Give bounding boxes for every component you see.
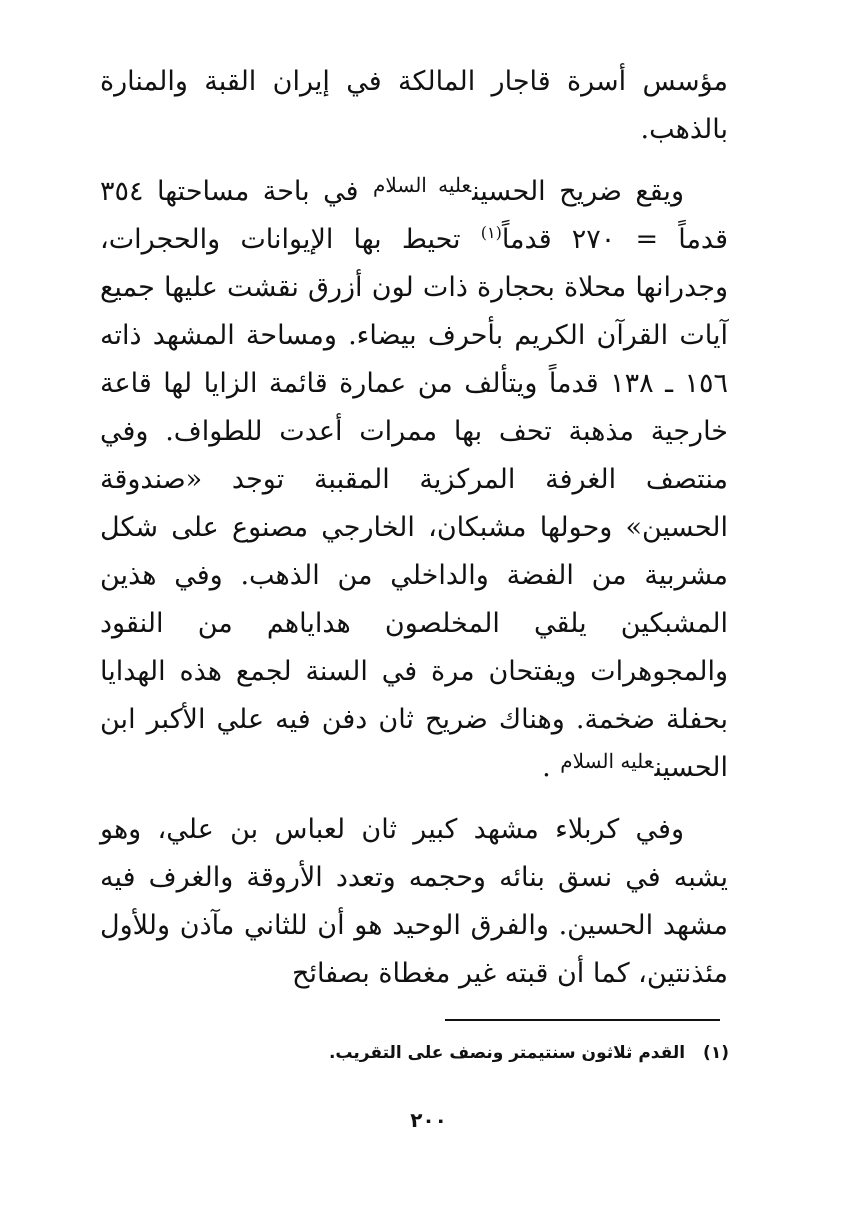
honorific-mark-2: عليه السلام — [560, 749, 654, 773]
footnote-text: القدم ثلاثون سنتيمتر ونصف على التقريب. — [328, 1043, 686, 1063]
paragraph-2-part4: . — [542, 752, 560, 783]
paragraph-1-text: مؤسس أسرة قاجار المالكة في إيران القبة والمنارة بالذهب. — [100, 66, 728, 145]
paragraph-3 — [100, 806, 728, 998]
footnote-divider — [445, 1019, 720, 1021]
honorific-mark: عليه السلام — [373, 173, 472, 197]
paragraph-2-part2: في باحة مساحتها ٣٥٤ قدماً = ٢٧٠ قدماً — [100, 176, 728, 255]
paragraph-2-part3: تحيط بها الإيوانات والحجرات، وجدرانها محلاة بحجارة ذات لون أزرق نقشت عليها جميع آيات القرآن الكريم بأحرف بيضاء. ومساحة المشهد ذاته ١٥٦ ـ ١٣٨ قدماً ويتألف من عمارة قائمة الزايا لها قاعة خارجية مذهبة تحف بها ممرات أعدت للطواف. وفي منتصف الغرفة المركزية المقببة توجد «صندوقة الحسين» وحولها مشبكان، الخارجي مصنوع على شكل مشربية من الفضة والداخلي من الذهب. وفي هذين المشبكين يلقي المخلصون هداياهم من النقود والمجوهرات ويفتحان مرة في السنة لجمع هذه الهدايا بحفلة ضخمة. وهناك ضريح ثان دفن فيه علي الأكبر ابن الحسين — [100, 224, 728, 783]
paragraph-2-part1: ويقع ضريح الحسين — [472, 176, 684, 207]
page-number: ٢٠٠ — [410, 1108, 447, 1132]
paragraph-3-text: وفي كربلاء مشهد كبير ثان لعباس بن علي، وهو يشبه في نسق بنائه وحجمه وتعدد الأروقة والغرف فيه مشهد الحسين. والفرق الوحيد هو أن للثاني مآذن وللأول مئذنتين، كما أن قبته غير مغطاة بصفائح — [100, 814, 728, 989]
paragraph-1 — [100, 58, 728, 154]
footnote-mark: (١) — [703, 1043, 729, 1063]
paragraph-2 — [100, 168, 728, 792]
main-text — [100, 58, 728, 998]
footnote-reference: (١) — [480, 223, 502, 242]
footnote — [329, 1040, 729, 1066]
